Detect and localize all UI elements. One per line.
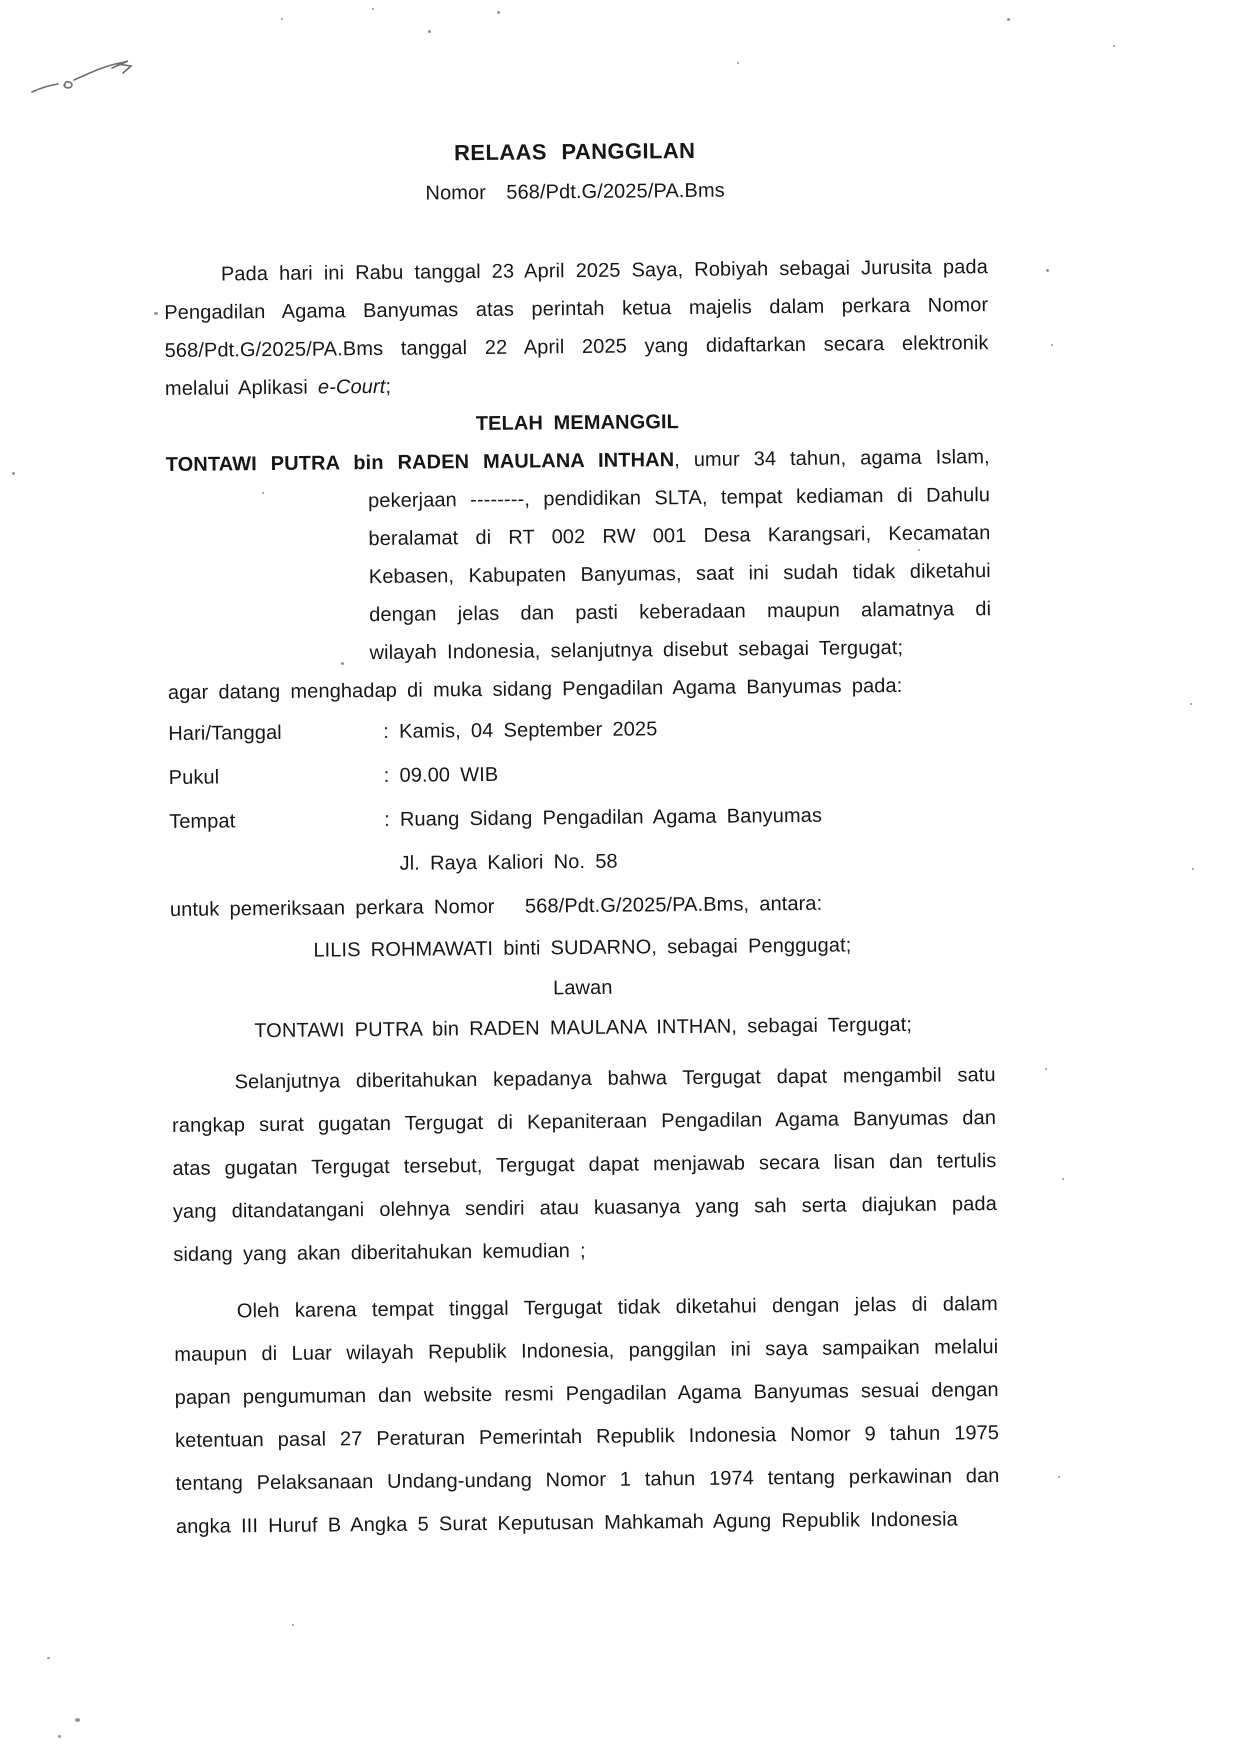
hearing-time-value: : 09.00 WIB [383,763,499,787]
document-content [163,128,1001,1549]
appearance-instruction: agar datang menghadap di muka sidang Pengadilan Agama Banyumas pada: [167,674,903,704]
opening-paragraph [164,248,989,408]
hearing-date-value: : Kamis, 04 September 2025 [383,718,658,743]
scan-speck [12,472,15,475]
pen-scribble-mark [26,52,151,107]
scan-speck [737,62,739,64]
scan-speck [1058,1476,1060,1478]
opening-paragraph-text: Pada hari ini Rabu tanggal 23 April 2025 Saya, Robiyah sebagai Jurusita pada Pengadilan Agama Banyumas atas perintah ketua majelis dalam perkara Nomor 568/Pdt.G/2025/PA.Bms tanggal 22 April 2025 yang didaftarkan secara elektronik melalui Aplikasi [164,256,989,401]
case-reference-line: untuk pemeriksaan perkara Nomor 568/Pdt.G/2025/PA.Bms, antara: [169,892,823,921]
hearing-row-date [168,704,992,756]
scan-speck [292,1624,294,1626]
hearing-time-label: Pukul [168,766,220,789]
scan-speck [75,1718,80,1722]
scan-speck [1113,45,1115,47]
scan-speck [47,1657,50,1659]
document-title: RELAAS PANGGILAN [453,137,696,166]
plaintiff-name-line: LILIS ROHMAWATI binti SUDARNO, sebagai Penggugat; [313,934,852,962]
scan-speck [428,30,431,33]
summon-heading: TELAH MEMANGGIL [475,411,680,436]
scan-speck [372,8,374,10]
versus-label: Lawan [552,976,613,1000]
hearing-row-time [169,748,993,800]
scan-speck [1190,703,1192,705]
defendant-identity-details: , umur 34 tahun, agama Islam, pekerjaan --------, pendidikan SLTA, tempat kediaman di Dahulu beralamat di RT 002 RW 001 Desa Karangsari, Kecamatan Kebasen, Kabupaten Banyumas, saat ini sudah tidak diketahui dengan jelas dan pasti keberadaan maupun alamatnya di wilayah Indonesia, selanjutnya disebut sebagai Tergugat; [367,446,992,665]
scan-speck [1062,1178,1064,1180]
scan-speck [1051,344,1053,346]
scan-speck [58,1735,61,1738]
venue-address: Jl. Raya Kaliori No. 58 [399,850,618,875]
scan-speck [1192,868,1194,870]
defendant-name-line: TONTAWI PUTRA bin RADEN MAULANA INTHAN, sebagai Tergugat; [254,1013,913,1043]
defendant-identity-block [166,438,992,674]
hearing-date-label: Hari/Tanggal [168,721,282,745]
scan-speck [1007,18,1010,21]
scan-speck [497,11,500,14]
scan-speck [281,18,283,20]
defendant-name-bold: TONTAWI PUTRA bin RADEN MAULANA INTHAN [165,449,675,477]
scan-speck [1046,269,1049,272]
scan-speck [1045,1068,1047,1070]
notice-paragraph: Selanjutnya diberitahukan kepadanya bahwa Tergugat dapat mengambil satu rangkap surat gugatan Tergugat di Kepaniteraan Pengadilan Agama Banyumas dan atas gugatan Tergugat tersebut, Tergugat dapat menjawab secara lisan dan tertulis yang ditandatangani olehnya sendiri atau kuasanya yang sah serta diajukan pada sidang yang akan diberitahukan kemudian ; [171,1064,997,1266]
publication-paragraph: Oleh karena tempat tinggal Tergugat tidak diketahui dengan jelas di dalam maupun di Luar wilayah Republik Indonesia, panggilan ini saya sampaikan melalui papan pengumuman dan website resmi Pengadilan Agama Banyumas sesuai dengan ketentuan pasal 27 Peraturan Pemerintah Republik Indonesia Nomor 9 tahun 1975 tentang Pelaksanaan Undang-undang Nomor 1 tahun 1974 tentang perkawinan dan angka III Huruf B Angka 5 Surat Keputusan Mahkamah Agung Republik Indonesia [174,1293,1000,1538]
opening-paragraph-tail: ; [385,375,392,398]
hearing-place-value: : Ruang Sidang Pengadilan Agama Banyumas [384,804,823,831]
ecourt-italic-text: e-Court [317,375,386,399]
scan-speck [154,312,158,315]
case-number-line: Nomor 568/Pdt.G/2025/PA.Bms [425,179,725,205]
hearing-place-label: Tempat [169,810,236,833]
hearing-details [168,704,994,888]
hearing-row-place [169,792,993,844]
